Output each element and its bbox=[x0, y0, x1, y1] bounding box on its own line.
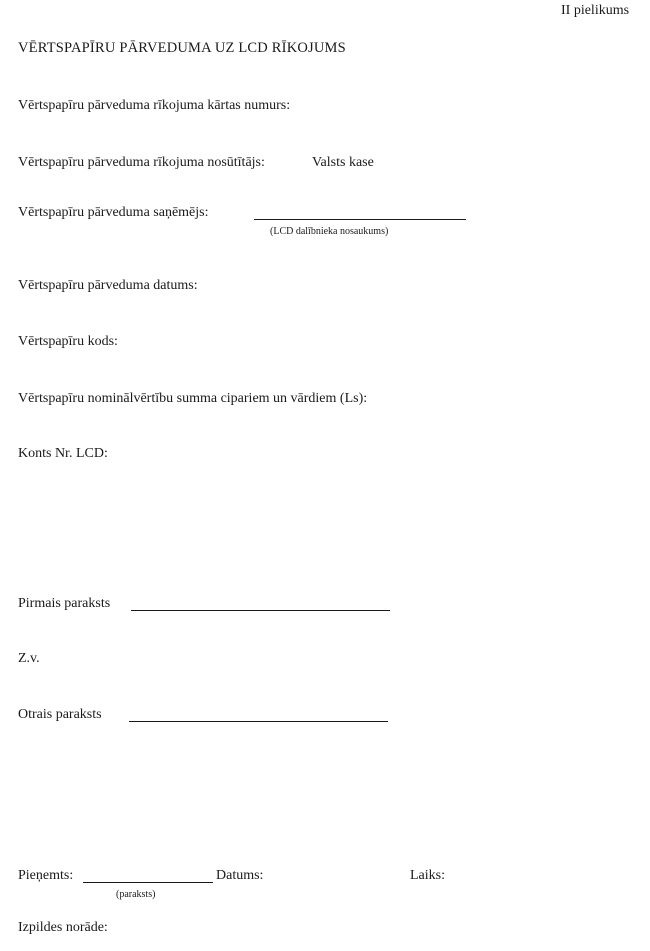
second-signature-label: Otrais paraksts bbox=[18, 707, 102, 722]
transfer-date-label: Vērtspapīru pārveduma datums: bbox=[18, 278, 198, 293]
accepted-caption: (paraksts) bbox=[116, 889, 156, 900]
annex-label: II pielikums bbox=[561, 3, 630, 18]
seal-label: Z.v. bbox=[18, 651, 40, 666]
second-signature-line bbox=[129, 721, 388, 722]
first-signature-label: Pirmais paraksts bbox=[18, 596, 111, 611]
page-title: VĒRTSPAPĪRU PĀRVEDUMA UZ LCD RĪKOJUMS bbox=[18, 40, 346, 56]
accepted-signature-line bbox=[83, 882, 213, 883]
nominal-sum-label: Vērtspapīru nominālvērtību summa cipariem un vārdiem (Ls): bbox=[18, 391, 368, 406]
securities-code-label: Vērtspapīru kods: bbox=[18, 334, 118, 349]
time-label: Laiks: bbox=[410, 868, 445, 883]
order-number-label: Vērtspapīru pārveduma rīkojuma kārtas numurs: bbox=[18, 98, 291, 113]
recipient-caption: (LCD dalībnieka nosaukums) bbox=[270, 226, 389, 237]
sender-value: Valsts kase bbox=[312, 155, 374, 170]
first-signature-line bbox=[131, 610, 390, 611]
account-label: Konts Nr. LCD: bbox=[18, 446, 108, 461]
recipient-label: Vērtspapīru pārveduma saņēmējs: bbox=[18, 205, 209, 220]
sender-label: Vērtspapīru pārveduma rīkojuma nosūtītājs: bbox=[18, 155, 265, 170]
date-label: Datums: bbox=[216, 868, 264, 883]
accepted-label: Pieņemts: bbox=[18, 868, 74, 883]
execution-note-label: Izpildes norāde: bbox=[18, 920, 108, 935]
recipient-line bbox=[254, 219, 466, 220]
